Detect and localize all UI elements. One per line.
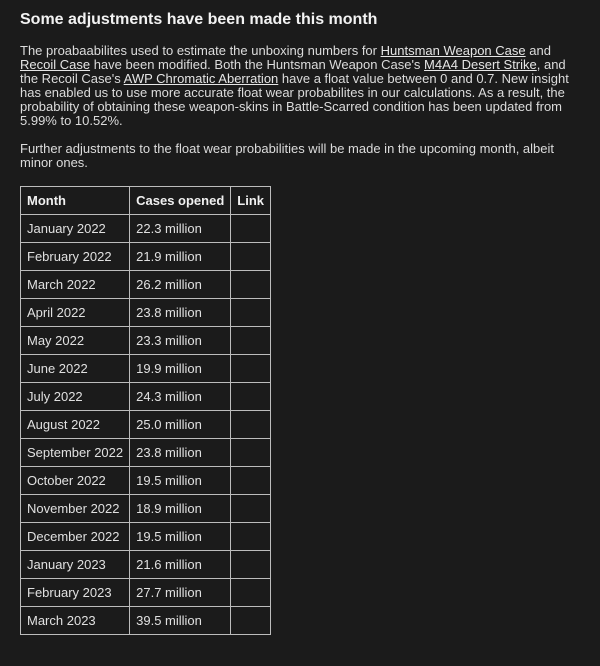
adjustment-paragraph [20, 44, 586, 128]
table-row [21, 271, 271, 299]
cases-opened-cell: 19.5 million [130, 523, 231, 551]
cases-opened-table [20, 186, 271, 635]
table-row [21, 355, 271, 383]
month-cell: November 2022 [21, 495, 130, 523]
table-row [21, 243, 271, 271]
table-row [21, 439, 271, 467]
cases-opened-cell: 27.7 million [130, 579, 231, 607]
cases-opened-cell: 39.5 million [130, 607, 231, 635]
page-title: Some adjustments have been made this month [20, 11, 378, 28]
paragraph-text: , and the Recoil Case's [20, 57, 566, 86]
month-cell: March 2022 [21, 271, 130, 299]
link-cell[interactable] [231, 467, 271, 495]
announcement [20, 10, 586, 170]
table-header-row [21, 187, 271, 215]
month-cell: May 2022 [21, 327, 130, 355]
link-cell[interactable] [231, 355, 271, 383]
recoil-case-link[interactable]: Recoil Case [20, 57, 91, 72]
month-cell: February 2022 [21, 243, 130, 271]
cases-opened-cell: 21.9 million [130, 243, 231, 271]
link-cell[interactable] [231, 495, 271, 523]
further-adjustments-paragraph: Further adjustments to the float wear probabilities will be made in the upcoming month, albeit minor ones. [20, 141, 555, 170]
month-cell: June 2022 [21, 355, 130, 383]
month-cell: January 2022 [21, 215, 130, 243]
table-row [21, 411, 271, 439]
table-body [21, 215, 271, 635]
table-row [21, 467, 271, 495]
month-cell: July 2022 [21, 383, 130, 411]
month-cell: December 2022 [21, 523, 130, 551]
column-header-link: Link [231, 187, 271, 215]
link-cell[interactable] [231, 579, 271, 607]
cases-opened-cell: 19.5 million [130, 467, 231, 495]
column-header-month: Month [21, 187, 130, 215]
paragraph-text: have been modified. Both the Huntsman Weapon Case's [90, 57, 425, 72]
cases-opened-cell: 22.3 million [130, 215, 231, 243]
link-cell[interactable] [231, 439, 271, 467]
column-header-cases-opened: Cases opened [130, 187, 231, 215]
link-cell[interactable] [231, 523, 271, 551]
link-cell[interactable] [231, 299, 271, 327]
cases-opened-cell: 23.8 million [130, 299, 231, 327]
link-cell[interactable] [231, 215, 271, 243]
month-cell: March 2023 [21, 607, 130, 635]
table-row [21, 551, 271, 579]
link-cell[interactable] [231, 243, 271, 271]
paragraph-text: and [525, 43, 551, 58]
month-cell: February 2023 [21, 579, 130, 607]
cases-opened-cell: 26.2 million [130, 271, 231, 299]
table-row [21, 495, 271, 523]
table-row [21, 383, 271, 411]
month-cell: September 2022 [21, 439, 130, 467]
table-row [21, 523, 271, 551]
m4a4-desert-strike-link[interactable]: M4A4 Desert Strike [424, 57, 537, 72]
table-row [21, 579, 271, 607]
link-cell[interactable] [231, 327, 271, 355]
link-cell[interactable] [231, 607, 271, 635]
month-cell: April 2022 [21, 299, 130, 327]
table-row [21, 327, 271, 355]
paragraph-text: The proabaabilites used to estimate the unboxing numbers for [20, 43, 381, 58]
cases-opened-cell: 19.9 million [130, 355, 231, 383]
link-cell[interactable] [231, 411, 271, 439]
paragraph-text: have a float value between 0 and 0.7. New insight has enabled us to use more accurate float wear probabilites in our calculations. As a result, the probability of obtaining these weapon-skins in Battle-Scarred condition has been updated from 5.99% to 10.52%. [20, 71, 569, 128]
cases-opened-cell: 23.8 million [130, 439, 231, 467]
cases-opened-cell: 21.6 million [130, 551, 231, 579]
table-row [21, 299, 271, 327]
link-cell[interactable] [231, 551, 271, 579]
table-row [21, 607, 271, 635]
month-cell: January 2023 [21, 551, 130, 579]
month-cell: August 2022 [21, 411, 130, 439]
link-cell[interactable] [231, 383, 271, 411]
table-row [21, 215, 271, 243]
awp-chromatic-aberration-link[interactable]: AWP Chromatic Aberration [123, 71, 279, 86]
huntsman-weapon-case-link[interactable]: Huntsman Weapon Case [380, 43, 526, 58]
cases-opened-cell: 25.0 million [130, 411, 231, 439]
month-cell: October 2022 [21, 467, 130, 495]
cases-opened-cell: 18.9 million [130, 495, 231, 523]
cases-opened-cell: 23.3 million [130, 327, 231, 355]
cases-opened-cell: 24.3 million [130, 383, 231, 411]
link-cell[interactable] [231, 271, 271, 299]
